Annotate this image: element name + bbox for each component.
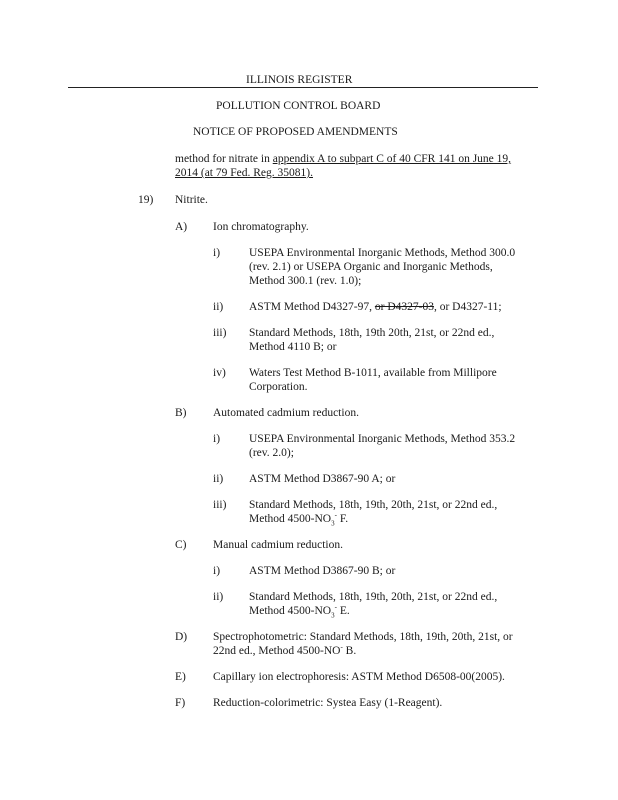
- item-letter-d: D): [175, 631, 188, 643]
- subitem-text: Method 4110 B; or: [249, 341, 337, 353]
- section-title: Nitrite.: [175, 194, 208, 206]
- item-text-f: Reduction-colorimetric: Systea Easy (1-Reagent).: [213, 697, 443, 709]
- underlined-insertion: 2014: [175, 167, 198, 179]
- continuation-line-2: [175, 166, 313, 180]
- subitem-text: Method 300.1 (rev. 1.0);: [249, 275, 362, 287]
- subitem-number: iii): [213, 327, 227, 339]
- item-letter-a: A): [175, 221, 188, 233]
- subitem-text: ASTM Method D3867-90 A; or: [249, 473, 396, 485]
- section-number: 19): [138, 194, 154, 206]
- text-run: 22nd ed., Method 4500-NO: [213, 645, 341, 657]
- continuation-text: method for nitrate in: [175, 153, 273, 165]
- underlined-insertion: appendix A to subpart C of 40 CFR 141 on June 19,: [272, 153, 512, 165]
- subitem-number: iv): [213, 367, 226, 379]
- text-run: E.: [336, 605, 350, 617]
- board-title: POLLUTION CONTROL BOARD: [216, 100, 381, 112]
- subitem-text: [249, 300, 502, 314]
- item-title-a: Ion chromatography.: [213, 221, 309, 233]
- notice-title: NOTICE OF PROPOSED AMENDMENTS: [193, 126, 398, 138]
- superscript: -: [334, 511, 337, 520]
- subitem-text: Waters Test Method B-1011, available from Millipore: [249, 367, 497, 379]
- item-letter-c: C): [175, 539, 187, 551]
- item-text-e: Capillary ion electrophoresis: ASTM Method D6508-00(2005).: [213, 671, 505, 683]
- item-letter-e: E): [175, 671, 186, 683]
- continuation-line-1: [175, 152, 511, 166]
- register-title: ILLINOIS REGISTER: [246, 74, 353, 86]
- text-run: F.: [336, 513, 349, 525]
- struck-text: or D4327-03: [374, 301, 434, 313]
- subitem-text: USEPA Environmental Inorganic Methods, Method 353.2: [249, 433, 516, 445]
- subitem-number: i): [213, 433, 221, 445]
- superscript: -: [340, 643, 343, 652]
- subscript: 3: [331, 611, 335, 620]
- text-run: B.: [342, 645, 357, 657]
- subitem-number: ii): [213, 473, 224, 485]
- subitem-text: Standard Methods, 18th, 19th, 20th, 21st, or 22nd ed.,: [249, 591, 498, 603]
- subitem-number: i): [213, 565, 221, 577]
- text-run: ASTM Method D4327-97,: [249, 301, 375, 313]
- item-text-d: Spectrophotometric: Standard Methods, 18th, 19th, 20th, 21st, or: [213, 631, 513, 643]
- text-run: Method 4500-NO: [249, 605, 332, 617]
- subitem-text: ASTM Method D3867-90 B; or: [249, 565, 396, 577]
- header-rule: [68, 87, 538, 88]
- subitem-number: i): [213, 247, 221, 259]
- subitem-text: (rev. 2.1) or USEPA Organic and Inorganic Methods,: [249, 261, 493, 273]
- subitem-text: (rev. 2.0);: [249, 447, 294, 459]
- text-run: , or D4327-11;: [433, 301, 502, 313]
- subitem-text: [249, 604, 350, 618]
- item-letter-f: F): [175, 697, 186, 709]
- subitem-number: ii): [213, 591, 224, 603]
- underlined-insertion: (at 79 Fed. Reg. 35081).: [198, 167, 313, 179]
- text-run: Method 4500-NO: [249, 513, 332, 525]
- item-text-d: [213, 644, 356, 658]
- subitem-text: Corporation.: [249, 381, 308, 393]
- subitem-number: ii): [213, 301, 224, 313]
- subitem-number: iii): [213, 499, 227, 511]
- subitem-text: Standard Methods, 18th, 19th 20th, 21st, or 22nd ed.,: [249, 327, 495, 339]
- item-title-b: Automated cadmium reduction.: [213, 407, 359, 419]
- item-title-c: Manual cadmium reduction.: [213, 539, 343, 551]
- subitem-text: USEPA Environmental Inorganic Methods, Method 300.0: [249, 247, 516, 259]
- subitem-text: Standard Methods, 18th, 19th, 20th, 21st, or 22nd ed.,: [249, 499, 498, 511]
- subitem-text: [249, 512, 348, 526]
- item-letter-b: B): [175, 407, 187, 419]
- subscript: 3: [331, 519, 335, 528]
- superscript: -: [334, 603, 337, 612]
